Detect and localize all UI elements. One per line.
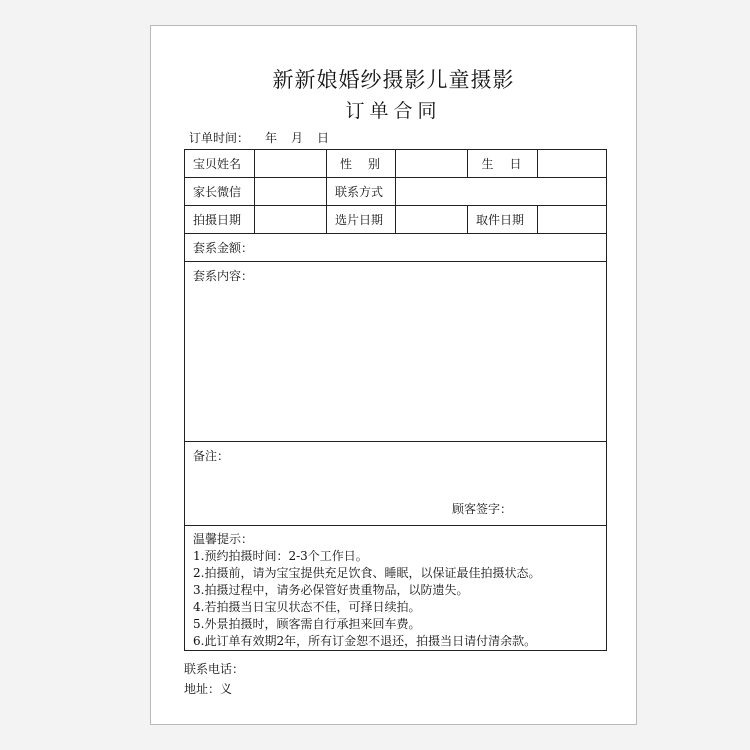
tip-item: 1.预约拍摄时间：2-3个工作日。 — [193, 549, 368, 563]
birthday-label: 生 日 — [468, 150, 538, 178]
order-time-line — [189, 129, 343, 146]
parent-wechat-field[interactable] — [255, 178, 327, 206]
order-time-month: 月 — [291, 131, 304, 145]
shoot-date-field[interactable] — [255, 206, 327, 234]
order-form-table — [184, 149, 607, 651]
notes-label: 备注： — [193, 449, 230, 463]
pickup-date-field[interactable] — [538, 206, 607, 234]
table-row — [185, 442, 607, 526]
parent-wechat-label: 家长微信 — [185, 178, 255, 206]
contract-title: 订单合同 — [345, 100, 442, 122]
package-content-field[interactable]: 套系内容： — [185, 262, 607, 442]
table-row — [185, 234, 607, 262]
order-time-label: 订单时间： — [189, 131, 250, 145]
tip-item: 6.此订单有效期2年，所有订金恕不退还，拍摄当日请付清余款。 — [193, 634, 537, 648]
tips-section — [185, 526, 607, 651]
pickup-date-label: 取件日期 — [468, 206, 538, 234]
gender-label: 性 别 — [327, 150, 396, 178]
tip-item: 2.拍摄前，请为宝宝提供充足饮食、睡眠，以保证最佳拍摄状态。 — [193, 566, 541, 580]
gender-field[interactable] — [396, 150, 468, 178]
order-time-day: 日 — [317, 131, 330, 145]
baby-name-field[interactable] — [255, 150, 327, 178]
baby-name-label: 宝贝姓名 — [185, 150, 255, 178]
table-row — [185, 206, 607, 234]
studio-name-title: 新新娘婚纱摄影儿童摄影 — [272, 68, 515, 92]
order-time-year: 年 — [265, 131, 278, 145]
tip-item: 4.若拍摄当日宝贝状态不佳，可择日续拍。 — [193, 600, 421, 614]
table-row — [185, 150, 607, 178]
table-row — [185, 526, 607, 651]
table-row — [185, 262, 607, 442]
select-date-field[interactable] — [396, 206, 468, 234]
shoot-date-label: 拍摄日期 — [185, 206, 255, 234]
table-row — [185, 178, 607, 206]
order-form-paper — [150, 25, 637, 725]
contact-method-field[interactable] — [396, 178, 607, 206]
contact-method-label: 联系方式 — [327, 178, 396, 206]
tip-item: 5.外景拍摄时，顾客需自行承担来回车费。 — [193, 617, 421, 631]
address-label: 地址：义 — [184, 682, 233, 696]
select-date-label: 选片日期 — [327, 206, 396, 234]
tips-heading: 温馨提示： — [193, 532, 254, 546]
tip-item: 3.拍摄过程中，请务必保管好贵重物品，以防遗失。 — [193, 583, 469, 597]
customer-signature-label: 顾客签字： — [451, 502, 512, 516]
birthday-field[interactable] — [538, 150, 607, 178]
notes-field[interactable] — [185, 442, 607, 526]
package-amount-field[interactable]: 套系金额： — [185, 234, 607, 262]
contact-phone-label: 联系电话： — [184, 662, 245, 676]
